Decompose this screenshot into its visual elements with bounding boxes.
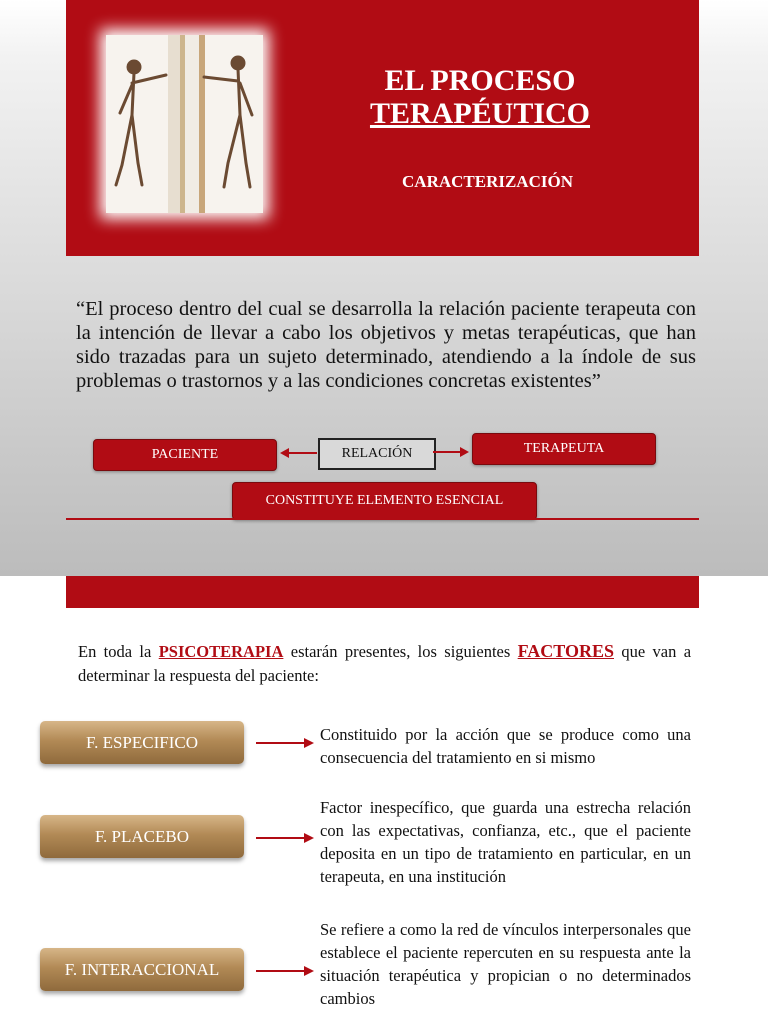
slide-2 — [0, 576, 768, 1024]
factores-highlight: FACTORES — [517, 641, 614, 661]
intro-paragraph — [78, 639, 691, 688]
factor-especifico-description: Constituido por la acción que se produce como una consecuencia del tratamiento en si mismo — [320, 725, 691, 767]
divider-line — [66, 518, 699, 520]
right-arrow-icon — [433, 446, 469, 458]
slide-title — [330, 64, 630, 130]
intro-text-1: En toda la — [78, 642, 152, 661]
top-banner — [66, 576, 699, 608]
title-line-2: TERAPÉUTICO — [369, 97, 591, 130]
terapeuta-box: TERAPEUTA — [472, 433, 656, 465]
title-line-1: EL PROCESO — [384, 64, 576, 97]
arrow-right-icon — [256, 737, 314, 749]
slide-subtitle: CARACTERIZACIÓN — [402, 172, 573, 191]
definition-quote: “El proceso dentro del cual se desarrolla la relación paciente terapeuta con la intención de llevar a cabo los objetivos y metas terapéuticas, que han sido trazadas para un sujeto determinado, atendiendo a la índole de sus problemas o trastornos y a las condiciones concretas existentes” — [76, 298, 696, 392]
factor-placebo-description: Factor inespecífico, que guarda una estrecha relación con las expectativas, confianza, etc., que el paciente deposita en un tipo de tratamiento en particular, en un terapeuta, en una institución — [320, 798, 691, 886]
intro-text-2: estarán presentes, los siguientes — [290, 642, 511, 661]
intro-text-3: que van a determinar la respuesta del paciente: — [78, 642, 692, 685]
factor-interaccional-description: Se refiere a como la red de vínculos interpersonales que establece el paciente repercuten en su respuesta ante la situación terapéutica y propician o no determinados cambios — [320, 920, 691, 1008]
factor-interaccional-box: F. INTERACCIONAL — [40, 948, 244, 991]
factor-placebo-box: F. PLACEBO — [40, 815, 244, 858]
paciente-box: PACIENTE — [93, 439, 277, 471]
psicoterapia-highlight: PSICOTERAPIA — [158, 642, 284, 661]
arrow-right-icon — [256, 965, 314, 977]
left-arrow-icon — [280, 447, 318, 459]
wire-figures-illustration — [106, 35, 263, 213]
relacion-box: RELACIÓN — [318, 438, 436, 470]
figures-image — [106, 35, 263, 213]
arrow-right-icon — [256, 832, 314, 844]
factor-especifico-box: F. ESPECIFICO — [40, 721, 244, 764]
constituye-box: CONSTITUYE ELEMENTO ESENCIAL — [232, 482, 537, 520]
